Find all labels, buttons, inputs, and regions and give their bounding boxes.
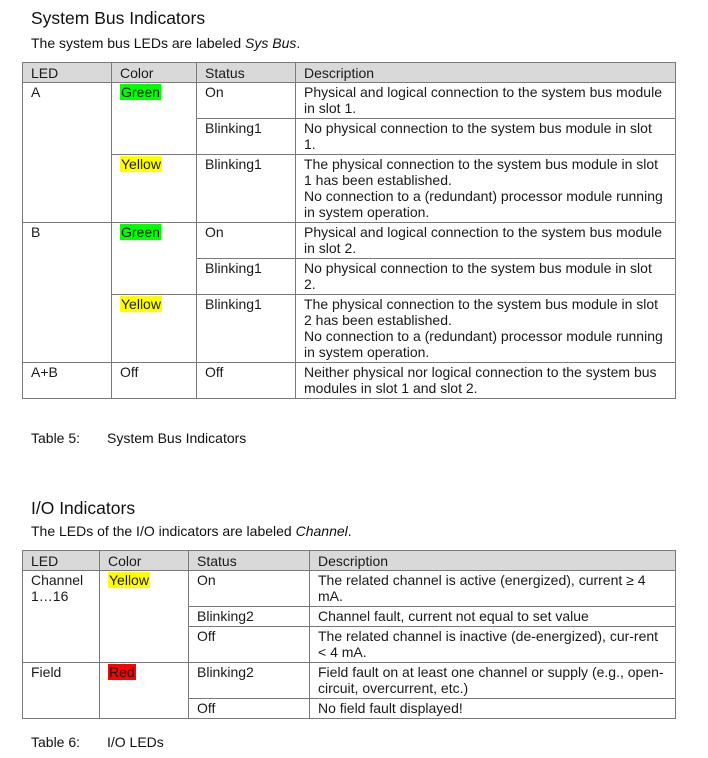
color-cell: Off xyxy=(112,363,197,399)
header-color: Color xyxy=(112,63,197,83)
status-cell: Off xyxy=(197,363,296,399)
description-cell: Field fault on at least one channel or supply (e.g., open-circuit, overcurrent, etc.) xyxy=(310,663,676,699)
description-cell: Physical and logical connection to the system bus module in slot 1. xyxy=(296,83,676,119)
io-table xyxy=(22,550,676,719)
description-cell: Channel fault, current not equal to set value xyxy=(310,607,676,627)
description-cell: Neither physical nor logical connection to the system bus modules in slot 1 and slot 2. xyxy=(296,363,676,399)
color-cell xyxy=(112,83,197,155)
description-cell: No physical connection to the system bus module in slot 2. xyxy=(296,259,676,295)
color-cell xyxy=(112,223,197,295)
header-description: Description xyxy=(310,551,676,571)
caption-number: Table 6: xyxy=(31,734,81,750)
table-row xyxy=(23,363,676,399)
color-badge-green: Green xyxy=(121,84,160,100)
intro-text xyxy=(31,523,352,539)
description-cell xyxy=(296,155,676,223)
description-line: The physical connection to the system bus module in slot 2 has been established. xyxy=(304,296,659,328)
header-status: Status xyxy=(197,63,296,83)
table-row xyxy=(23,83,676,119)
caption-text: I/O LEDs xyxy=(107,734,164,750)
system-bus-table xyxy=(22,62,676,399)
intro-suffix: . xyxy=(347,523,352,539)
table-caption xyxy=(31,430,246,446)
led-line: 1…16 xyxy=(31,588,69,604)
color-badge-yellow: Yellow xyxy=(121,156,161,172)
intro-text xyxy=(31,35,300,51)
header-color: Color xyxy=(100,551,189,571)
table-caption xyxy=(31,734,164,750)
description-line: No connection to a (redundant) processor module running in system operation. xyxy=(304,328,663,360)
led-cell: Field xyxy=(23,663,100,719)
status-cell: Off xyxy=(189,699,310,719)
intro-label: Sys Bus xyxy=(245,35,297,51)
status-cell: Blinking2 xyxy=(189,607,310,627)
color-cell xyxy=(100,571,189,663)
status-cell: Blinking1 xyxy=(197,155,296,223)
description-cell: The related channel is active (energized), current ≥ 4 mA. xyxy=(310,571,676,607)
table-header-row xyxy=(23,551,676,571)
header-led: LED xyxy=(23,63,112,83)
table-row xyxy=(23,571,676,607)
status-cell: On xyxy=(189,571,310,607)
section-heading: I/O Indicators xyxy=(31,498,136,518)
status-cell: On xyxy=(197,223,296,259)
color-cell xyxy=(100,663,189,719)
led-cell: A xyxy=(23,83,112,223)
table-row xyxy=(23,223,676,259)
status-cell: Off xyxy=(189,627,310,663)
caption-text: System Bus Indicators xyxy=(107,430,247,446)
table-header-row xyxy=(23,63,676,83)
description-line: The physical connection to the system bus module in slot 1 has been established. xyxy=(304,156,659,188)
header-status: Status xyxy=(189,551,310,571)
status-cell: Blinking1 xyxy=(197,259,296,295)
color-badge-yellow: Yellow xyxy=(109,572,149,588)
header-led: LED xyxy=(23,551,100,571)
section-heading: System Bus Indicators xyxy=(31,8,206,28)
table-row xyxy=(23,155,676,223)
status-cell: Blinking2 xyxy=(189,663,310,699)
led-line: Channel xyxy=(31,572,84,588)
color-badge-red: Red xyxy=(109,664,135,680)
status-cell: Blinking1 xyxy=(197,295,296,363)
intro-suffix: . xyxy=(296,35,301,51)
status-cell: On xyxy=(197,83,296,119)
description-cell: The related channel is inactive (de-energized), cur-rent < 4 mA. xyxy=(310,627,676,663)
intro-prefix: The system bus LEDs are labeled xyxy=(31,35,245,51)
color-cell xyxy=(112,155,197,223)
description-line: No connection to a (redundant) processor module running in system operation. xyxy=(304,188,663,220)
led-cell: B xyxy=(23,223,112,363)
description-cell: Physical and logical connection to the system bus module in slot 2. xyxy=(296,223,676,259)
intro-label: Channel xyxy=(295,523,348,539)
description-cell xyxy=(296,295,676,363)
color-badge-green: Green xyxy=(121,224,160,240)
description-cell: No physical connection to the system bus module in slot 1. xyxy=(296,119,676,155)
status-cell: Blinking1 xyxy=(197,119,296,155)
led-cell xyxy=(23,571,100,663)
intro-prefix: The LEDs of the I/O indicators are labeled xyxy=(31,523,296,539)
description-cell: No field fault displayed! xyxy=(310,699,676,719)
table-row xyxy=(23,663,676,699)
caption-number: Table 5: xyxy=(31,430,81,446)
led-cell: A+B xyxy=(23,363,112,399)
color-cell xyxy=(112,295,197,363)
table-row xyxy=(23,295,676,363)
header-description: Description xyxy=(296,63,676,83)
color-badge-yellow: Yellow xyxy=(121,296,161,312)
